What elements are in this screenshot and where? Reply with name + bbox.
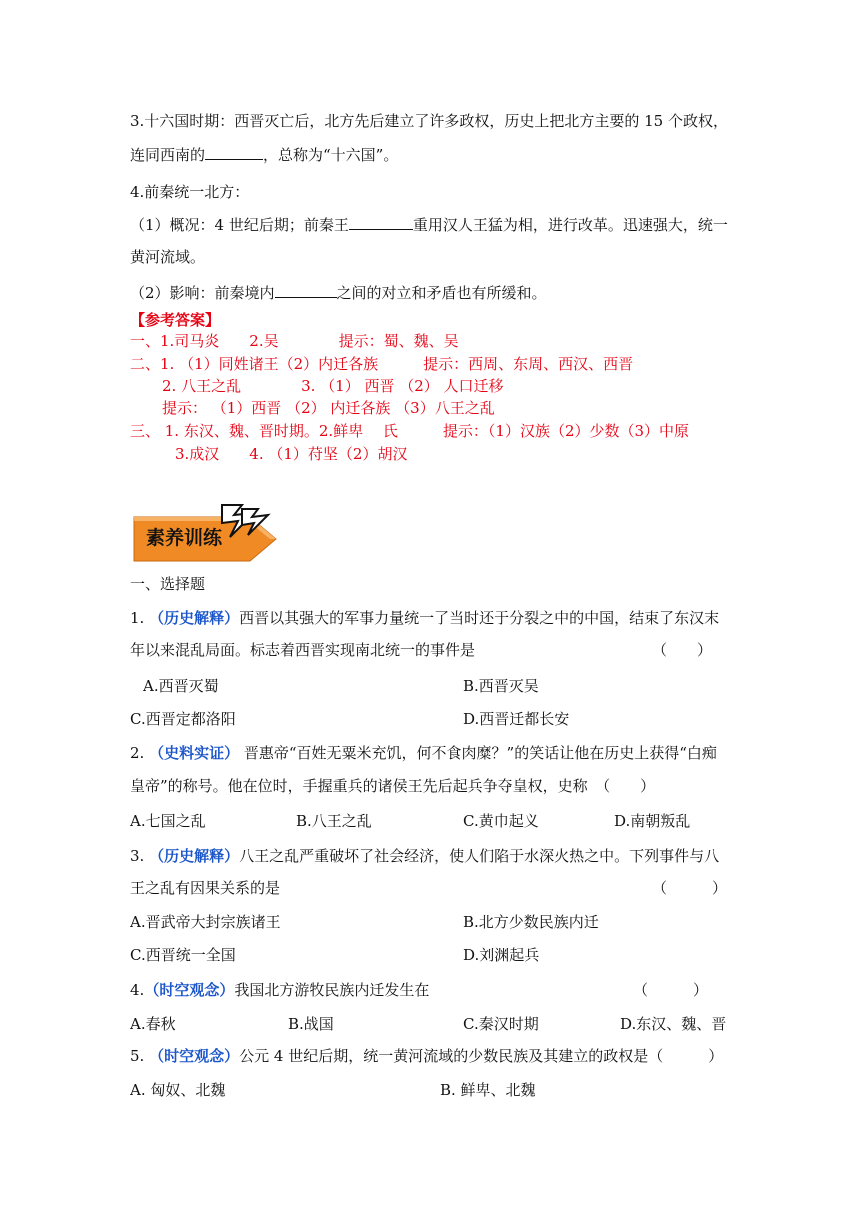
- q2-num: 2.: [130, 744, 145, 762]
- q4-2-a: （2）影响：前秦境内: [130, 284, 275, 302]
- q3-tag: （历史解释）: [149, 847, 240, 865]
- q3-text-line2-a: 连同西南的: [130, 146, 206, 164]
- q3-line2: 王之乱有因果关系的是: [130, 879, 281, 897]
- q1-line1: [130, 608, 719, 628]
- q2-text1: 晋惠帝“百姓无粟米充饥，何不食肉糜？”的笑话让他在历史上获得“白痴: [239, 744, 717, 762]
- q3-text1: 八王之乱严重破坏了社会经济，使人们陷于水深火热之中。下列事件与八: [239, 847, 720, 865]
- q5-text1: 公元 4 世纪后期，统一黄河流域的少数民族及其建立的政权是（ ）: [239, 1047, 724, 1065]
- q3-text-line2-b: ，总称为“十六国”。: [263, 146, 399, 164]
- q4-title: 4.前秦统一北方：: [130, 183, 250, 201]
- q4-2-line: [130, 282, 547, 303]
- answer-line-2: 二、1. （1）同姓诸王（2）内迁各族 提示：西周、东周、西汉、西晋: [130, 355, 634, 373]
- answer-line-4: 提示： （1）西晋 （2） 内迁各族 （3）八王之乱: [162, 399, 495, 417]
- q3-text-line1: 3.十六国时期：西晋灭亡后，北方先后建立了许多政权，历史上把北方主要的 15 个政权，: [130, 112, 728, 130]
- q4-text1: 我国北方游牧民族内迁发生在: [234, 981, 430, 999]
- q4-1-line2: 黄河流域。: [130, 248, 206, 266]
- q3-option-c[interactable]: C.西晋统一全国: [130, 946, 236, 964]
- q3-line1: [130, 846, 719, 866]
- answer-line-5: 三、 1. 东汉、魏、晋时期。2.鲜卑 氏 提示：（1）汉族（2）少数（3）中原: [130, 422, 690, 440]
- q4-1-a: （1）概况：4 世纪后期；前秦王: [130, 216, 349, 234]
- q1-tag: （历史解释）: [149, 609, 240, 627]
- q4-option-c[interactable]: C.秦汉时期: [463, 1015, 539, 1033]
- q2-tag: （史料实证）: [149, 744, 240, 762]
- q2-option-c[interactable]: C.黄巾起义: [463, 812, 539, 830]
- q4-bracket: （ ）: [633, 981, 709, 999]
- q4-tag: （时空观念）: [144, 981, 235, 999]
- answers-header: 【参考答案】: [130, 311, 221, 329]
- q4-line1: [130, 980, 429, 1000]
- q1-option-c[interactable]: C.西晋定都洛阳: [130, 710, 236, 728]
- badge-label: 素养训练: [146, 527, 223, 549]
- q2-option-a[interactable]: A.七国之乱: [130, 812, 206, 830]
- q1-num: 1.: [130, 609, 145, 627]
- q3-option-b[interactable]: B.北方少数民族内迁: [463, 913, 599, 931]
- q3-bracket: （ ）: [652, 879, 728, 897]
- q2-line2: 皇帝”的称号。他在位时，手握重兵的诸侯王先后起兵争夺皇权，史称 （ ）: [130, 777, 656, 795]
- q3-text-line2: [130, 144, 398, 165]
- q1-option-b[interactable]: B.西晋灭吴: [463, 677, 539, 695]
- q3-option-d[interactable]: D.刘渊起兵: [463, 946, 540, 964]
- q4-option-d[interactable]: D.东汉、魏、晋: [620, 1015, 727, 1033]
- q4-2-b: 之间的对立和矛盾也有所缓和。: [336, 284, 547, 302]
- q4-num: 4.: [130, 981, 145, 999]
- q1-line2: 年以来混乱局面。标志着西晋实现南北统一的事件是: [130, 641, 476, 659]
- q3-num: 3.: [130, 847, 145, 865]
- fill-blank[interactable]: [275, 282, 337, 298]
- fill-blank[interactable]: [349, 214, 413, 230]
- q2-option-d[interactable]: D.南朝叛乱: [614, 812, 691, 830]
- q5-tag: （时空观念）: [149, 1047, 240, 1065]
- q5-line1: [130, 1046, 723, 1066]
- answer-line-1: 一、1.司马炎 2.吴 提示：蜀、魏、吴: [130, 332, 459, 350]
- section-badge: [130, 503, 280, 565]
- q5-num: 5.: [130, 1047, 145, 1065]
- q4-option-a[interactable]: A.春秋: [130, 1015, 176, 1033]
- q2-line1: [130, 743, 717, 763]
- q4-1-line1: [130, 214, 728, 235]
- q3-option-a[interactable]: A.晋武帝大封宗族诸王: [130, 913, 281, 931]
- answer-line-6: 3.成汉 4. （1）苻坚（2）胡汉: [175, 445, 408, 463]
- q4-1-b: 重用汉人王猛为相，进行改革。迅速强大，统一: [412, 216, 728, 234]
- q1-option-d[interactable]: D.西晋迁都长安: [463, 710, 570, 728]
- answer-line-3: 2. 八王之乱 3. （1） 西晋 （2） 人口迁移: [162, 377, 504, 395]
- exercise-section-title: 一、选择题: [130, 575, 206, 593]
- q1-bracket: （ ）: [652, 641, 713, 659]
- q5-option-b[interactable]: B. 鲜卑、北魏: [440, 1081, 536, 1099]
- q4-option-b[interactable]: B.战国: [288, 1015, 334, 1033]
- q2-option-b[interactable]: B.八王之乱: [296, 812, 372, 830]
- fill-blank[interactable]: [205, 144, 263, 160]
- q1-text1: 西晋以其强大的军事力量统一了当时还于分裂之中的中国，结束了东汉末: [239, 609, 720, 627]
- q5-option-a[interactable]: A. 匈奴、北魏: [130, 1081, 226, 1099]
- q1-option-a[interactable]: A.西晋灭蜀: [143, 677, 219, 695]
